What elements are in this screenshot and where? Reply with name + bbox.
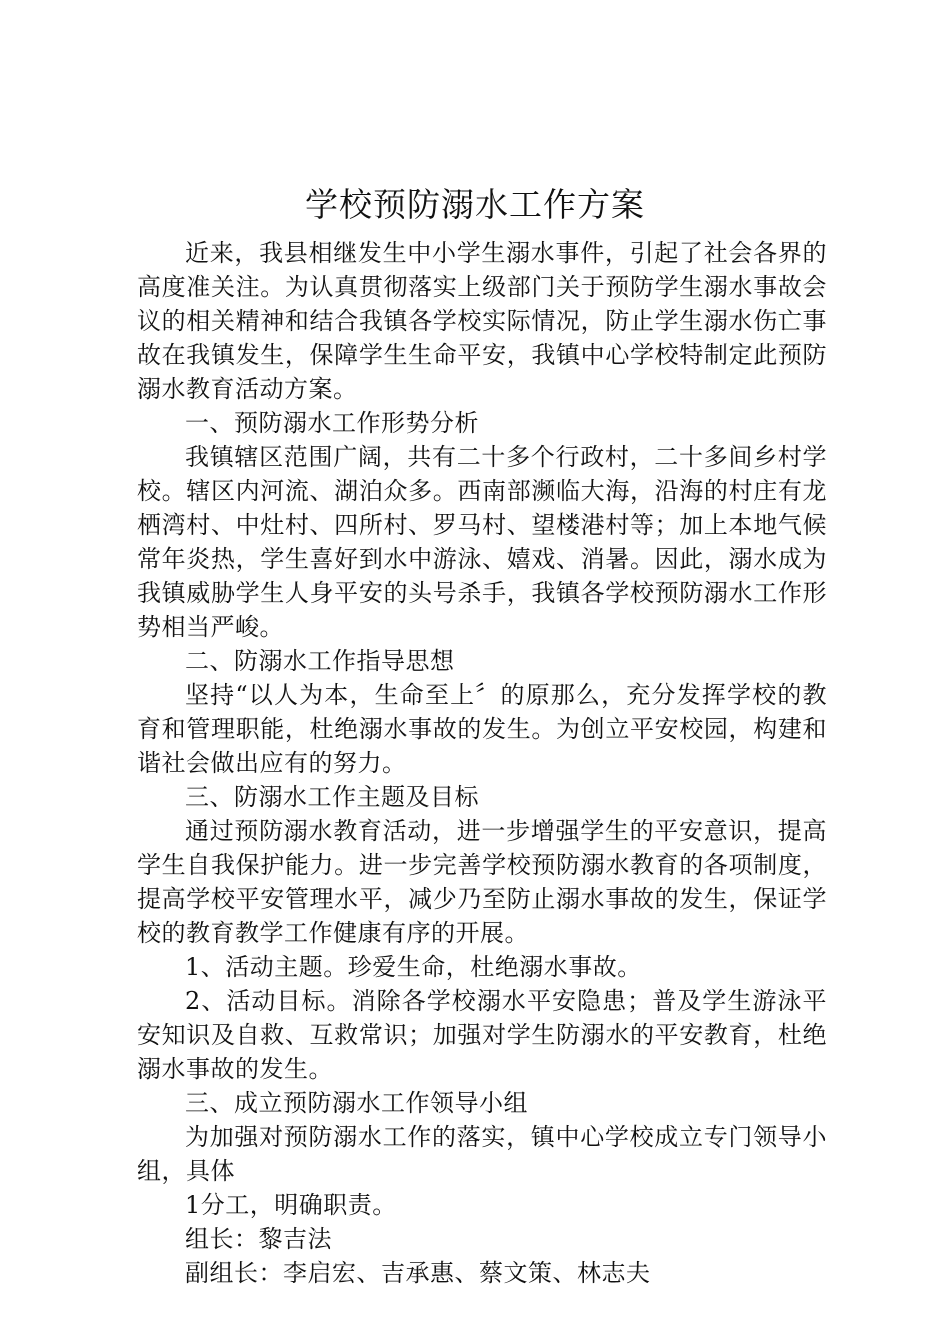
division-of-labor-line: 1分工，明确职责。 bbox=[185, 1191, 397, 1219]
intro-paragraph: 近来，我县相继发生中小学生溺水事件，引起了社会各界的高度准关注。为认真贯彻落实上级部门关于预防学生溺水事故会议的相关精神和结合我镇各学校实际情况，防止学生溺水伤亡事故在我镇发生，保障学生生命平安，我镇中心学校特制定此预防溺水教育活动方案。 bbox=[137, 239, 827, 403]
guiding-thought-paragraph: 坚持“以人为本，生命至上〞的原那么，充分发挥学校的教育和管理职能，杜绝溺水事故的发生。为创立平安校园，构建和谐社会做出应有的努力。 bbox=[137, 681, 827, 777]
deputy-leaders-line: 副组长：李启宏、吉承惠、蔡文策、林志夫 bbox=[185, 1259, 651, 1287]
activity-theme-item: 1、活动主题。珍爱生命，杜绝溺水事故。 bbox=[185, 953, 642, 981]
group-leader-line: 组长：黎吉法 bbox=[185, 1225, 332, 1253]
theme-goals-paragraph: 通过预防溺水教育活动，进一步增强学生的平安意识，提高学生自我保护能力。进一步完善学校预防溺水教育的各项制度，提高学校平安管理水平，减少乃至防止溺水事故的发生，保证学校的教育教学工作健康有序的开展。 bbox=[137, 817, 827, 947]
section-heading-situation: 一、预防溺水工作形势分析 bbox=[185, 409, 479, 437]
leadership-group-paragraph: 为加强对预防溺水工作的落实，镇中心学校成立专门领导小组，具体 bbox=[137, 1123, 827, 1185]
situation-paragraph: 我镇辖区范围广阔，共有二十多个行政村，二十多间乡村学校。辖区内河流、湖泊众多。西南部濒临大海，沿海的村庄有龙栖湾村、中灶村、四所村、罗马村、望楼港村等；加上本地气候常年炎热，学生喜好到水中游泳、嬉戏、消暑。因此，溺水成为我镇威胁学生人身平安的头号杀手，我镇各学校预防溺水工作形势相当严峻。 bbox=[137, 443, 827, 641]
document-title: 学校预防溺水工作方案 bbox=[305, 185, 645, 224]
section-heading-guiding-thought: 二、防溺水工作指导思想 bbox=[185, 647, 455, 675]
activity-goal-item: 2、活动目标。消除各学校溺水平安隐患；普及学生游泳平安知识及自救、互救常识；加强对学生防溺水的平安教育，杜绝溺水事故的发生。 bbox=[137, 987, 827, 1083]
section-heading-leadership-group: 三、成立预防溺水工作领导小组 bbox=[185, 1089, 528, 1117]
document-body bbox=[137, 236, 827, 1290]
section-heading-theme-goals: 三、防溺水工作主题及目标 bbox=[185, 783, 479, 811]
